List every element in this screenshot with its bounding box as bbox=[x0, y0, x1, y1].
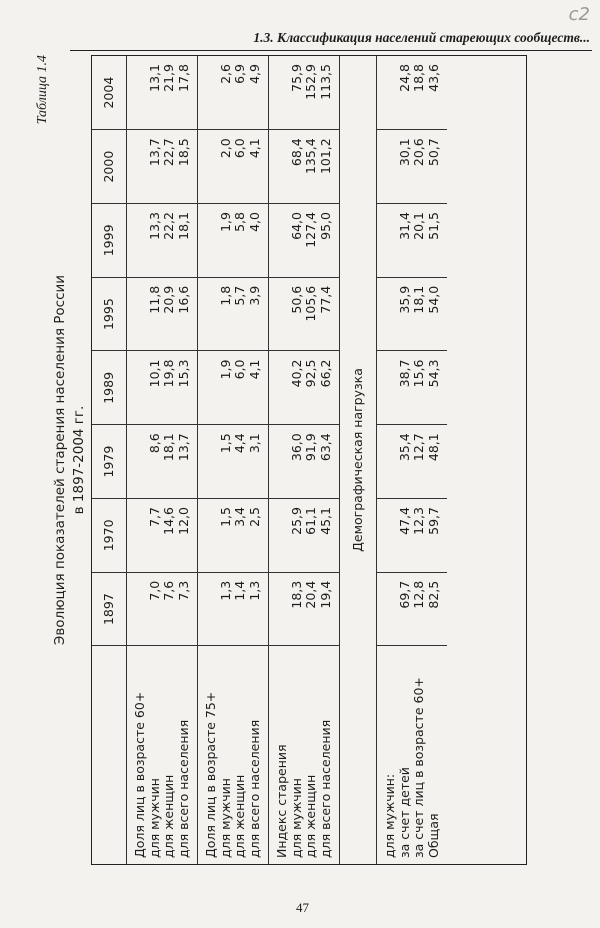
value-cell bbox=[127, 56, 198, 130]
value: 40,2 bbox=[288, 359, 304, 388]
value bbox=[275, 64, 290, 125]
header-row bbox=[92, 56, 127, 864]
section-row bbox=[340, 56, 377, 864]
value: 92,5 bbox=[303, 359, 318, 388]
value: 18,8 bbox=[411, 64, 426, 92]
value: 127,4 bbox=[303, 212, 318, 248]
value: 1,3 bbox=[217, 580, 233, 601]
value bbox=[133, 360, 148, 421]
value: 7,3 bbox=[175, 580, 191, 601]
value: 6,0 bbox=[232, 359, 247, 380]
value: 152,9 bbox=[303, 64, 318, 100]
value bbox=[204, 507, 219, 568]
row-label-cell bbox=[269, 646, 340, 864]
value bbox=[204, 212, 219, 273]
data-block-3 bbox=[269, 56, 340, 864]
value: 13,7 bbox=[175, 433, 191, 462]
value: 11,8 bbox=[146, 285, 162, 314]
value: 75,9 bbox=[288, 64, 304, 92]
value: 20,9 bbox=[161, 285, 176, 314]
value bbox=[275, 581, 290, 642]
value: 4,0 bbox=[246, 212, 262, 232]
value: 15,3 bbox=[175, 359, 191, 388]
value: 61,1 bbox=[303, 507, 318, 535]
value: 10,1 bbox=[146, 359, 162, 388]
value-cell bbox=[127, 204, 198, 278]
value: 24,8 bbox=[396, 64, 412, 92]
row-label: для мужчин bbox=[288, 778, 304, 858]
value: 12,0 bbox=[175, 507, 191, 535]
value: 5,8 bbox=[232, 212, 247, 232]
value-cell bbox=[269, 277, 340, 351]
value: 69,7 bbox=[396, 580, 412, 609]
value bbox=[204, 138, 219, 199]
year-header: 1979 bbox=[92, 425, 127, 499]
value: 1,9 bbox=[217, 212, 233, 232]
value: 50,6 bbox=[288, 285, 304, 314]
value: 101,2 bbox=[317, 138, 333, 175]
row-label: для женщин bbox=[161, 774, 176, 858]
year-header: 1999 bbox=[92, 204, 127, 278]
section-title: Демографическая нагрузка bbox=[340, 56, 377, 864]
row-label: для женщин bbox=[232, 774, 247, 858]
data-block-2 bbox=[198, 56, 269, 864]
value bbox=[204, 360, 219, 421]
row-label: для мужчин: bbox=[382, 773, 397, 858]
value: 1,3 bbox=[246, 580, 262, 601]
year-header: 1989 bbox=[92, 351, 127, 425]
row-label-cell bbox=[127, 646, 198, 864]
value: 4,1 bbox=[246, 138, 262, 159]
row-label: за счет детей bbox=[396, 767, 412, 858]
value: 7,6 bbox=[161, 580, 176, 601]
value-cell bbox=[198, 351, 269, 425]
table-label: Таблица 1.4 bbox=[35, 55, 50, 125]
value-cell bbox=[127, 499, 198, 573]
value bbox=[383, 360, 398, 421]
row-label-cell bbox=[198, 646, 269, 864]
header-rule bbox=[70, 50, 592, 51]
value: 1,4 bbox=[232, 580, 247, 601]
table-title-line-2: в 1897-2004 гг. bbox=[71, 405, 87, 515]
value bbox=[133, 286, 148, 347]
value bbox=[133, 507, 148, 568]
row-label: для всего населения bbox=[246, 719, 262, 858]
value bbox=[133, 581, 148, 642]
value-cell bbox=[127, 572, 198, 646]
value bbox=[204, 286, 219, 347]
value bbox=[275, 212, 290, 273]
value: 2,0 bbox=[217, 138, 233, 159]
value-cell bbox=[269, 572, 340, 646]
value: 54,3 bbox=[425, 359, 441, 388]
value: 64,0 bbox=[288, 212, 304, 240]
value-cell bbox=[127, 425, 198, 499]
value: 35,4 bbox=[396, 433, 412, 462]
value bbox=[275, 360, 290, 421]
value-cell bbox=[377, 425, 448, 499]
value: 7,7 bbox=[146, 507, 162, 527]
value: 47,4 bbox=[396, 507, 412, 535]
value: 6,9 bbox=[232, 64, 247, 84]
row-label: для мужчин bbox=[146, 778, 162, 858]
row-label: Индекс старения bbox=[274, 744, 289, 858]
value-cell bbox=[377, 204, 448, 278]
value-cell bbox=[269, 204, 340, 278]
value bbox=[204, 64, 219, 125]
row-label-cell bbox=[377, 646, 448, 864]
row-label: Доля лиц в возрасте 60+ bbox=[132, 691, 147, 858]
value: 19,4 bbox=[317, 580, 333, 609]
value: 1,8 bbox=[217, 285, 233, 306]
table-title-line-1: Эволюция показателей старения населения России bbox=[52, 274, 68, 646]
value: 13,1 bbox=[146, 64, 162, 92]
value-cell bbox=[198, 572, 269, 646]
value: 12,8 bbox=[411, 580, 426, 609]
value: 5,7 bbox=[232, 285, 247, 306]
row-label: за счет лиц в возрасте 60+ bbox=[411, 677, 426, 858]
value: 2,6 bbox=[217, 64, 233, 84]
row-label: Доля лиц в возрасте 75+ bbox=[203, 691, 218, 858]
row-label: для женщин bbox=[303, 774, 318, 858]
value: 13,3 bbox=[146, 212, 162, 240]
value: 1,5 bbox=[217, 433, 233, 454]
value: 21,9 bbox=[161, 64, 176, 92]
value: 20,4 bbox=[303, 580, 318, 609]
value: 4,9 bbox=[246, 64, 262, 84]
value bbox=[383, 433, 398, 494]
year-header: 1970 bbox=[92, 499, 127, 573]
row-label: для всего населения bbox=[317, 719, 333, 858]
value: 15,6 bbox=[411, 359, 426, 388]
value-cell bbox=[198, 204, 269, 278]
value: 20,6 bbox=[411, 138, 426, 167]
value bbox=[383, 138, 398, 199]
value: 51,5 bbox=[425, 212, 441, 240]
value: 16,6 bbox=[175, 285, 191, 314]
value bbox=[383, 64, 398, 125]
value: 45,1 bbox=[317, 507, 333, 535]
value: 4,4 bbox=[232, 433, 247, 454]
value: 105,6 bbox=[303, 285, 318, 322]
value: 17,8 bbox=[175, 64, 191, 92]
value: 22,7 bbox=[161, 138, 176, 167]
value: 66,2 bbox=[317, 359, 333, 388]
value-cell bbox=[377, 572, 448, 646]
value bbox=[133, 138, 148, 199]
value bbox=[275, 286, 290, 347]
value: 82,5 bbox=[425, 580, 441, 609]
value: 113,5 bbox=[317, 64, 333, 100]
value bbox=[383, 507, 398, 568]
row-label: для всего населения bbox=[175, 719, 191, 858]
value bbox=[275, 138, 290, 199]
year-header: 2004 bbox=[92, 56, 127, 130]
value: 50,7 bbox=[425, 138, 441, 167]
value: 68,4 bbox=[288, 138, 304, 167]
value bbox=[275, 433, 290, 494]
value: 95,0 bbox=[317, 212, 333, 240]
rotated-table-page bbox=[35, 55, 591, 865]
value-cell bbox=[377, 130, 448, 204]
value: 63,4 bbox=[317, 433, 333, 462]
year-header: 1995 bbox=[92, 277, 127, 351]
row-label: Общая bbox=[425, 813, 441, 858]
value: 18,3 bbox=[288, 580, 304, 609]
value: 18,1 bbox=[175, 212, 191, 240]
value-cell bbox=[198, 499, 269, 573]
value bbox=[133, 433, 148, 494]
value: 3,9 bbox=[246, 285, 262, 306]
value: 25,9 bbox=[288, 507, 304, 535]
value: 18,1 bbox=[161, 433, 176, 462]
value: 59,7 bbox=[425, 507, 441, 535]
value bbox=[133, 64, 148, 125]
value bbox=[383, 212, 398, 273]
value: 38,7 bbox=[396, 359, 412, 388]
value: 20,1 bbox=[411, 212, 426, 240]
value: 3,1 bbox=[246, 433, 262, 454]
value: 1,9 bbox=[217, 359, 233, 380]
value: 4,1 bbox=[246, 359, 262, 380]
value-cell bbox=[269, 425, 340, 499]
value-cell bbox=[198, 130, 269, 204]
value: 135,4 bbox=[303, 138, 318, 175]
value: 77,4 bbox=[317, 285, 333, 314]
value: 1,5 bbox=[217, 507, 233, 527]
value: 54,0 bbox=[425, 285, 441, 314]
value: 91,9 bbox=[303, 433, 318, 462]
value-cell bbox=[127, 130, 198, 204]
value-cell bbox=[269, 351, 340, 425]
value-cell bbox=[198, 425, 269, 499]
value: 2,5 bbox=[246, 507, 262, 527]
value-cell bbox=[198, 277, 269, 351]
value: 48,1 bbox=[425, 433, 441, 462]
value bbox=[204, 433, 219, 494]
value: 35,9 bbox=[396, 285, 412, 314]
value: 8,6 bbox=[146, 433, 162, 454]
value: 12,3 bbox=[411, 507, 426, 535]
value: 36,0 bbox=[288, 433, 304, 462]
value bbox=[204, 581, 219, 642]
value-cell bbox=[377, 351, 448, 425]
value: 31,4 bbox=[396, 212, 412, 240]
value: 22,2 bbox=[161, 212, 176, 240]
corner-mark: c2 bbox=[568, 4, 590, 25]
table-title bbox=[51, 55, 89, 865]
value bbox=[133, 212, 148, 273]
value-cell bbox=[377, 56, 448, 130]
year-header: 2000 bbox=[92, 130, 127, 204]
value-cell bbox=[377, 499, 448, 573]
value: 13,7 bbox=[146, 138, 162, 167]
value-cell bbox=[269, 499, 340, 573]
value bbox=[275, 507, 290, 568]
value-cell bbox=[269, 130, 340, 204]
data-table bbox=[91, 55, 527, 865]
value bbox=[383, 581, 398, 642]
data-block-load bbox=[377, 56, 448, 864]
value: 43,6 bbox=[425, 64, 441, 92]
value-cell bbox=[377, 277, 448, 351]
value: 7,0 bbox=[146, 580, 162, 601]
value-cell bbox=[127, 351, 198, 425]
year-header: 1897 bbox=[92, 572, 127, 646]
data-block-1 bbox=[127, 56, 198, 864]
running-head: 1.3. Классификация населений стареющих сообществ... bbox=[253, 30, 590, 45]
value-cell bbox=[269, 56, 340, 130]
value: 19,8 bbox=[161, 359, 176, 388]
value: 14,6 bbox=[161, 507, 176, 535]
header-corner-cell bbox=[92, 646, 127, 864]
value-cell bbox=[198, 56, 269, 130]
value: 18,1 bbox=[411, 285, 426, 314]
page-number: 47 bbox=[296, 900, 309, 915]
value-cell bbox=[127, 277, 198, 351]
row-label: для мужчин bbox=[217, 778, 233, 858]
value: 3,4 bbox=[232, 507, 247, 527]
value: 18,5 bbox=[175, 138, 191, 167]
value bbox=[383, 286, 398, 347]
value: 12,7 bbox=[411, 433, 426, 462]
value: 30,1 bbox=[396, 138, 412, 167]
value: 6,0 bbox=[232, 138, 247, 159]
